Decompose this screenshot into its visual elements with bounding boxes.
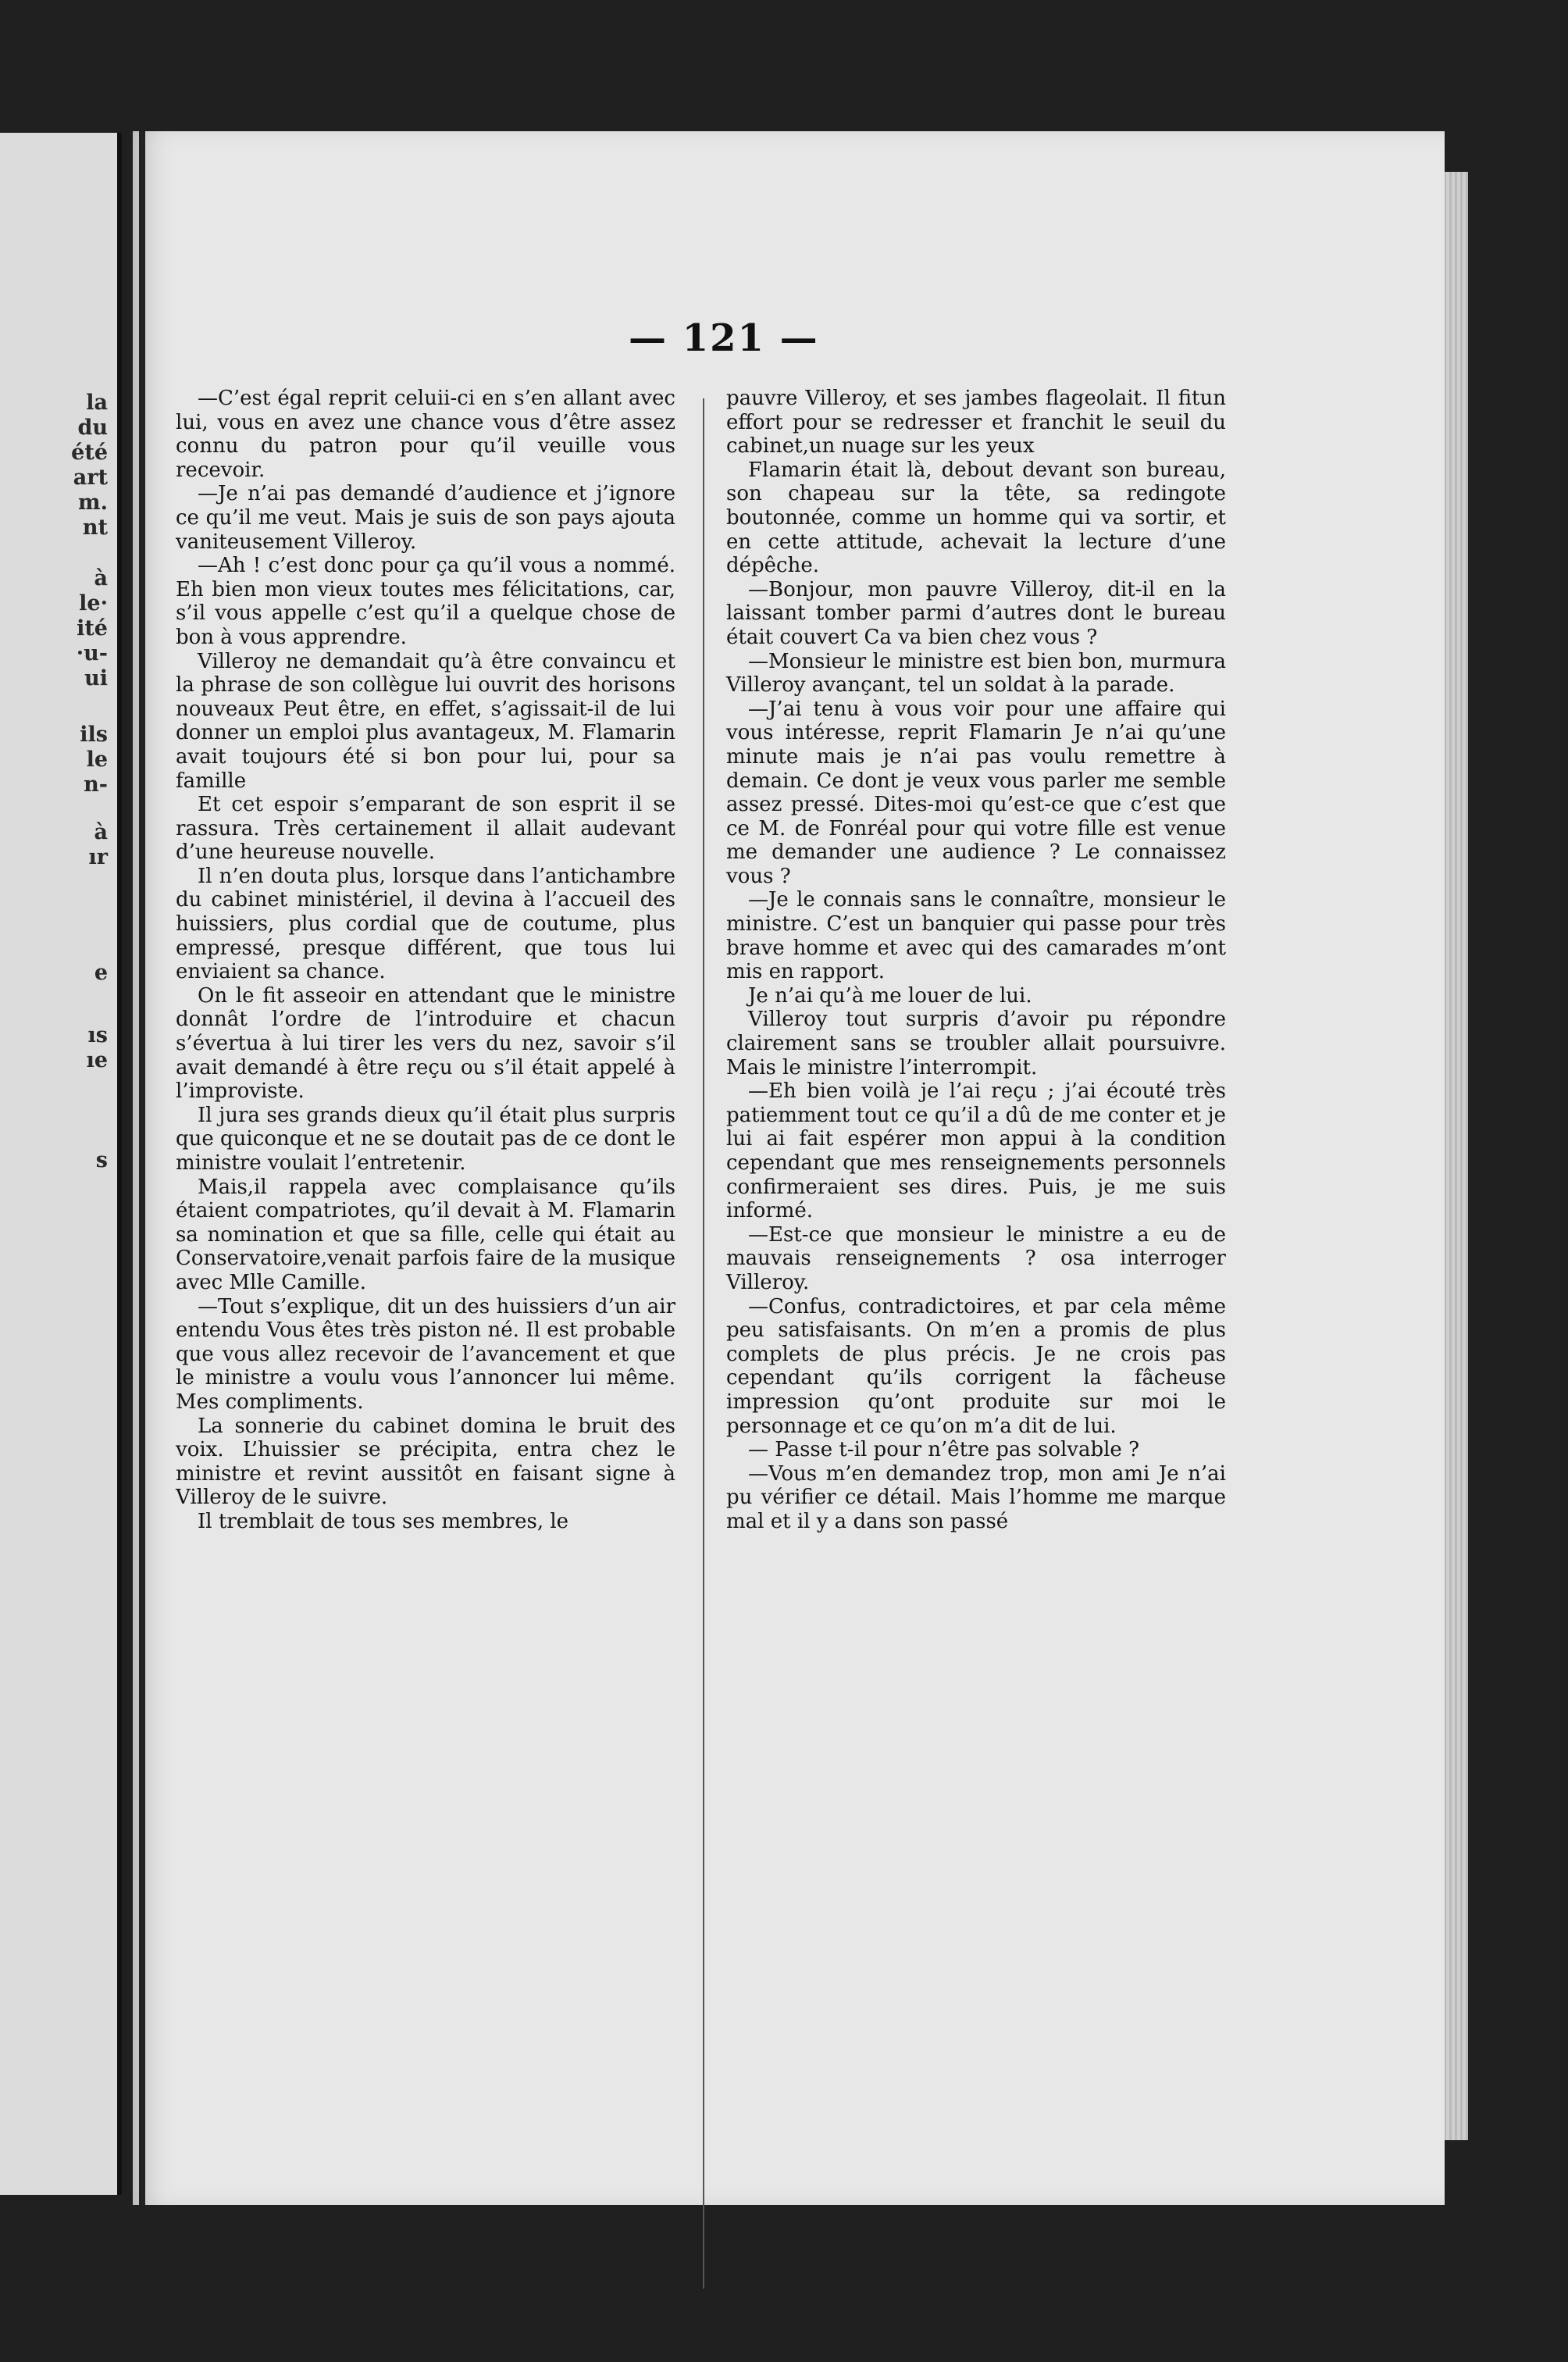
column-divider bbox=[703, 398, 704, 2289]
prev-page-fragment: n- bbox=[84, 772, 108, 797]
prev-page-fragment: la bbox=[86, 391, 108, 415]
prev-page-fragment: à bbox=[94, 566, 108, 590]
prev-page-fragment: nt bbox=[82, 516, 108, 540]
paragraph: Flamarin était là, debout devant son bureau, son chapeau sur la tête, sa redingote boutonnée, comme un homme qui va sortir, et en cette attitude, achevait la lecture d’une dépêche. bbox=[726, 458, 1226, 578]
paragraph: —Monsieur le ministre est bien bon, murmura Villeroy avançant, tel un soldat à la parade. bbox=[726, 649, 1226, 698]
prev-page-fragment: ·u- bbox=[76, 641, 108, 665]
prev-page-fragment: ıs bbox=[87, 1023, 108, 1047]
paragraph: —Je n’ai pas demandé d’audience et j’ignore ce qu’il me veut. Mais je suis de son pays ajouta vaniteusement Villeroy. bbox=[176, 482, 675, 554]
prev-page-fragment: art bbox=[73, 466, 108, 490]
prev-page-fragment: le bbox=[86, 747, 108, 772]
right-column bbox=[726, 387, 1226, 1534]
paragraph: Il tremblait de tous ses membres, le bbox=[198, 1509, 569, 1533]
paragraph: —Tout s’explique, dit un des huissiers d’un air entendu Vous êtes très piston né. Il est probable que vous allez recevoir de l’avancement et que le ministre a voulu vous l’annoncer lui même. Mes compliments. bbox=[176, 1294, 675, 1414]
paragraph: —Eh bien voilà je l’ai reçu ; j’ai écouté très patiemment tout ce qu’il a dû de me conter et je lui ai fait espérer mon appui à la condition cependant que mes renseignements personnels confirmeraient ses dires. Puis, je me suis informé. bbox=[726, 1079, 1226, 1223]
paragraph: — Passe t-il pour n’être pas solvable ? bbox=[748, 1438, 1140, 1462]
paragraph: Villeroy tout surpris d’avoir pu répondre clairement sans se troubler allait poursuivre. Mais le ministre l’interrompit. bbox=[726, 1008, 1226, 1079]
previous-page-edge bbox=[0, 133, 122, 2195]
prev-page-fragment: ui bbox=[84, 666, 108, 690]
prev-page-fragment: le· bbox=[79, 591, 108, 615]
paragraph: La sonnerie du cabinet domina le bruit des voix. L’huissier se précipita, entra chez le ministre et revint aussitôt en faisant signe à Villeroy de le suivre. bbox=[176, 1414, 675, 1510]
prev-page-fragment: ité bbox=[77, 616, 108, 640]
paragraph: On le fit asseoir en attendant que le ministre donnât l’ordre de l’introduire et chacun s’évertua à lui tirer les vers du nez, savoir s’il avait demandé à être reçu ou s’il était appelé à l’improviste. bbox=[176, 983, 675, 1104]
prev-page-fragment: e bbox=[94, 961, 108, 985]
paragraph: Je n’ai qu’à me louer de lui. bbox=[748, 983, 1032, 1008]
paragraph: Il jura ses grands dieux qu’il était plus surpris que quiconque et ne se doutait pas de ce dont le ministre voulait l’entretenir. bbox=[176, 1103, 675, 1175]
prev-page-fragment: ıe bbox=[86, 1048, 108, 1072]
prev-page-fragment: ır bbox=[88, 845, 108, 869]
paragraph: Et cet espoir s’emparant de son esprit il se rassura. Très certainement il allait audevant d’une heureuse nouvelle. bbox=[176, 793, 675, 865]
paragraph: Il n’en douta plus, lorsque dans l’antichambre du cabinet ministériel, il devina à l’accueil des huissiers, plus cordial que de coutume, plus empressé, presque différent, que tous lui enviaient sa chance. bbox=[176, 864, 675, 984]
prev-page-fragment: m. bbox=[78, 491, 108, 515]
paragraph: —J’ai tenu à vous voir pour une affaire qui vous intéresse, reprit Flamarin Je n’ai qu’une minute mais je n’ai pas voulu remettre à demain. Ce dont je veux vous parler me semble assez pressé. Dites-moi qu’est-ce que c’est que ce M. de Fonréal pour qui votre fille est venue me demander une audience ? Le connaissez vous ? bbox=[726, 697, 1226, 888]
prev-page-fragment: s bbox=[95, 1148, 108, 1172]
prev-page-fragment: ils bbox=[80, 723, 108, 747]
paragraph: —Je le connais sans le connaître, monsieur le ministre. C’est un banquier qui passe pour très brave homme et avec qui des camarades m’ont mis en rapport. bbox=[726, 888, 1226, 984]
paragraph: pauvre Villeroy, et ses jambes flageolait. Il fitun effort pour se redresser et franchit le seuil du cabinet,un nuage sur les yeux bbox=[726, 387, 1226, 458]
page-number: — 121 — bbox=[629, 316, 819, 360]
paragraph: Mais,il rappela avec complaisance qu’ils étaient compatriotes, qu’il devait à M. Flamarin sa nomination et que sa fille, celle qui était au Conservatoire,venait parfois faire de la musique avec Mlle Camille. bbox=[176, 1175, 675, 1294]
left-column bbox=[176, 387, 675, 1534]
paragraph: Villeroy ne demandait qu’à être convaincu et la phrase de son collègue lui ouvrit des horisons nouveaux Peut être, en effet, s’agissait-il de lui donner un emploi plus avantageux, M. Flamarin avait toujours été si bon pour lui, pour sa famille bbox=[176, 649, 675, 793]
paragraph: —Confus, contradictoires, et par cela même peu satisfaisants. On m’en a promis de plus complets de plus précis. Je ne crois pas cependant qu’ils corrigent la fâcheuse impression qu’ont produite sur moi le personnage et ce qu’on m’a dit de lui. bbox=[726, 1294, 1226, 1438]
paragraph: —C’est égal reprit celuii-ci en s’en allant avec lui, vous en avez une chance vous d’être assez connu du patron pour qu’il veuille vous recevoir. bbox=[176, 387, 675, 482]
prev-page-fragment: à bbox=[94, 820, 108, 844]
prev-page-fragment: du bbox=[77, 416, 108, 440]
paragraph: —Vous m’en demandez trop, mon ami Je n’ai pu vérifier ce détail. Mais l’homme me marque mal et il y a dans son passé bbox=[726, 1461, 1226, 1533]
prev-page-fragment: été bbox=[71, 441, 108, 465]
paragraph: —Est-ce que monsieur le ministre a eu de mauvais renseignements ? osa interroger Villeroy. bbox=[726, 1222, 1226, 1294]
paragraph: —Bonjour, mon pauvre Villeroy, dit-il en la laissant tomber parmi d’autres dont le bureau était couvert Ca va bien chez vous ? bbox=[726, 577, 1226, 649]
paragraph: —Ah ! c’est donc pour ça qu’il vous a nommé. Eh bien mon vieux toutes mes félicitations, car, s’il vous appelle c’est qu’il a quelque chose de bon à vous apprendre. bbox=[176, 554, 675, 649]
